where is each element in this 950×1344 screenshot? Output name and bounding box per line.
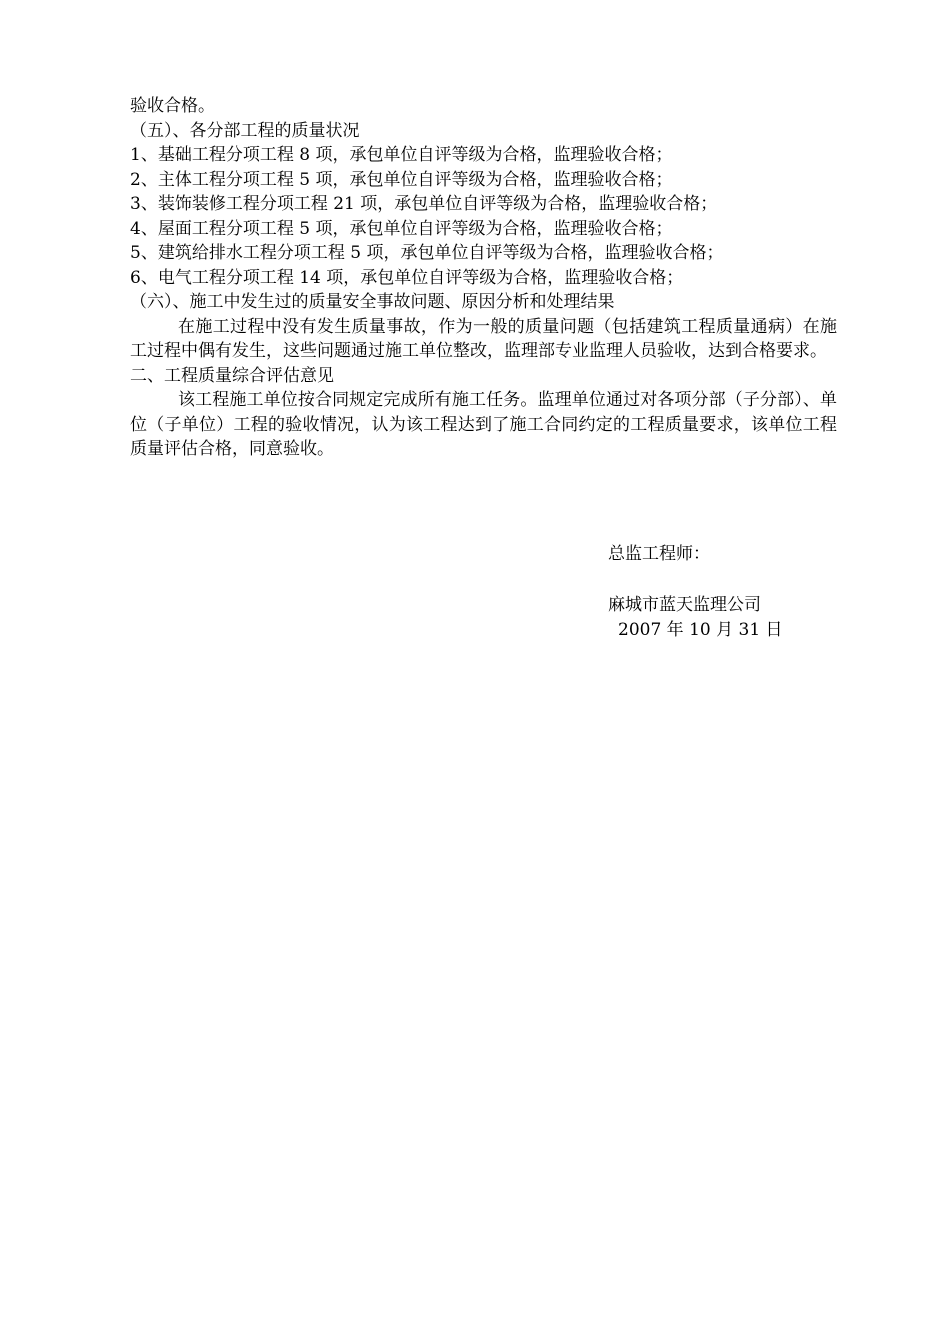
list-item: 5、建筑给排水工程分项工程 5 项，承包单位自评等级为合格，监理验收合格； [130, 243, 724, 263]
signature-title: 总监工程师： [608, 544, 710, 564]
list-item: 6、电气工程分项工程 14 项，承包单位自评等级为合格，监理验收合格； [130, 267, 684, 288]
list-item: 3、装饰装修工程分项工程 21 项，承包单位自评等级为合格，监理验收合格； [130, 194, 718, 214]
list-item: 4、屋面工程分项工程 5 项，承包单位自评等级为合格，监理验收合格； [130, 218, 673, 239]
section-6-paragraph: 在施工过程中没有发生质量事故，作为一般的质量问题（包括建筑工程质量通病）在施工过程中偶有发生，这些问题通过施工单位整改，监理部专业监理人员验收，达到合格要求。 [130, 316, 837, 361]
part-2-heading: 二、工程质量综合评估意见 [130, 365, 334, 386]
section-5-heading: （五）、各分部工程的质量状况 [130, 120, 360, 141]
signature-date: 2007 年 10 月 31 日 [618, 620, 783, 640]
signature-company: 麻城市蓝天监理公司 [608, 595, 761, 615]
list-item: 1、基础工程分项工程 8 项，承包单位自评等级为合格，监理验收合格； [130, 145, 673, 165]
document-body [130, 94, 837, 462]
continuation-text: 验收合格。 [130, 96, 215, 116]
section-6-heading: （六）、施工中发生过的质量安全事故问题、原因分析和处理结果 [130, 292, 615, 312]
list-item: 2、主体工程分项工程 5 项，承包单位自评等级为合格，监理验收合格； [130, 169, 673, 190]
part-2-paragraph: 该工程施工单位按合同规定完成所有施工任务。监理单位通过对各项分部（子分部）、单位（子单位）工程的验收情况，认为该工程达到了施工合同约定的工程质量要求，该单位工程质量评估合格，同意验收。 [130, 390, 837, 459]
